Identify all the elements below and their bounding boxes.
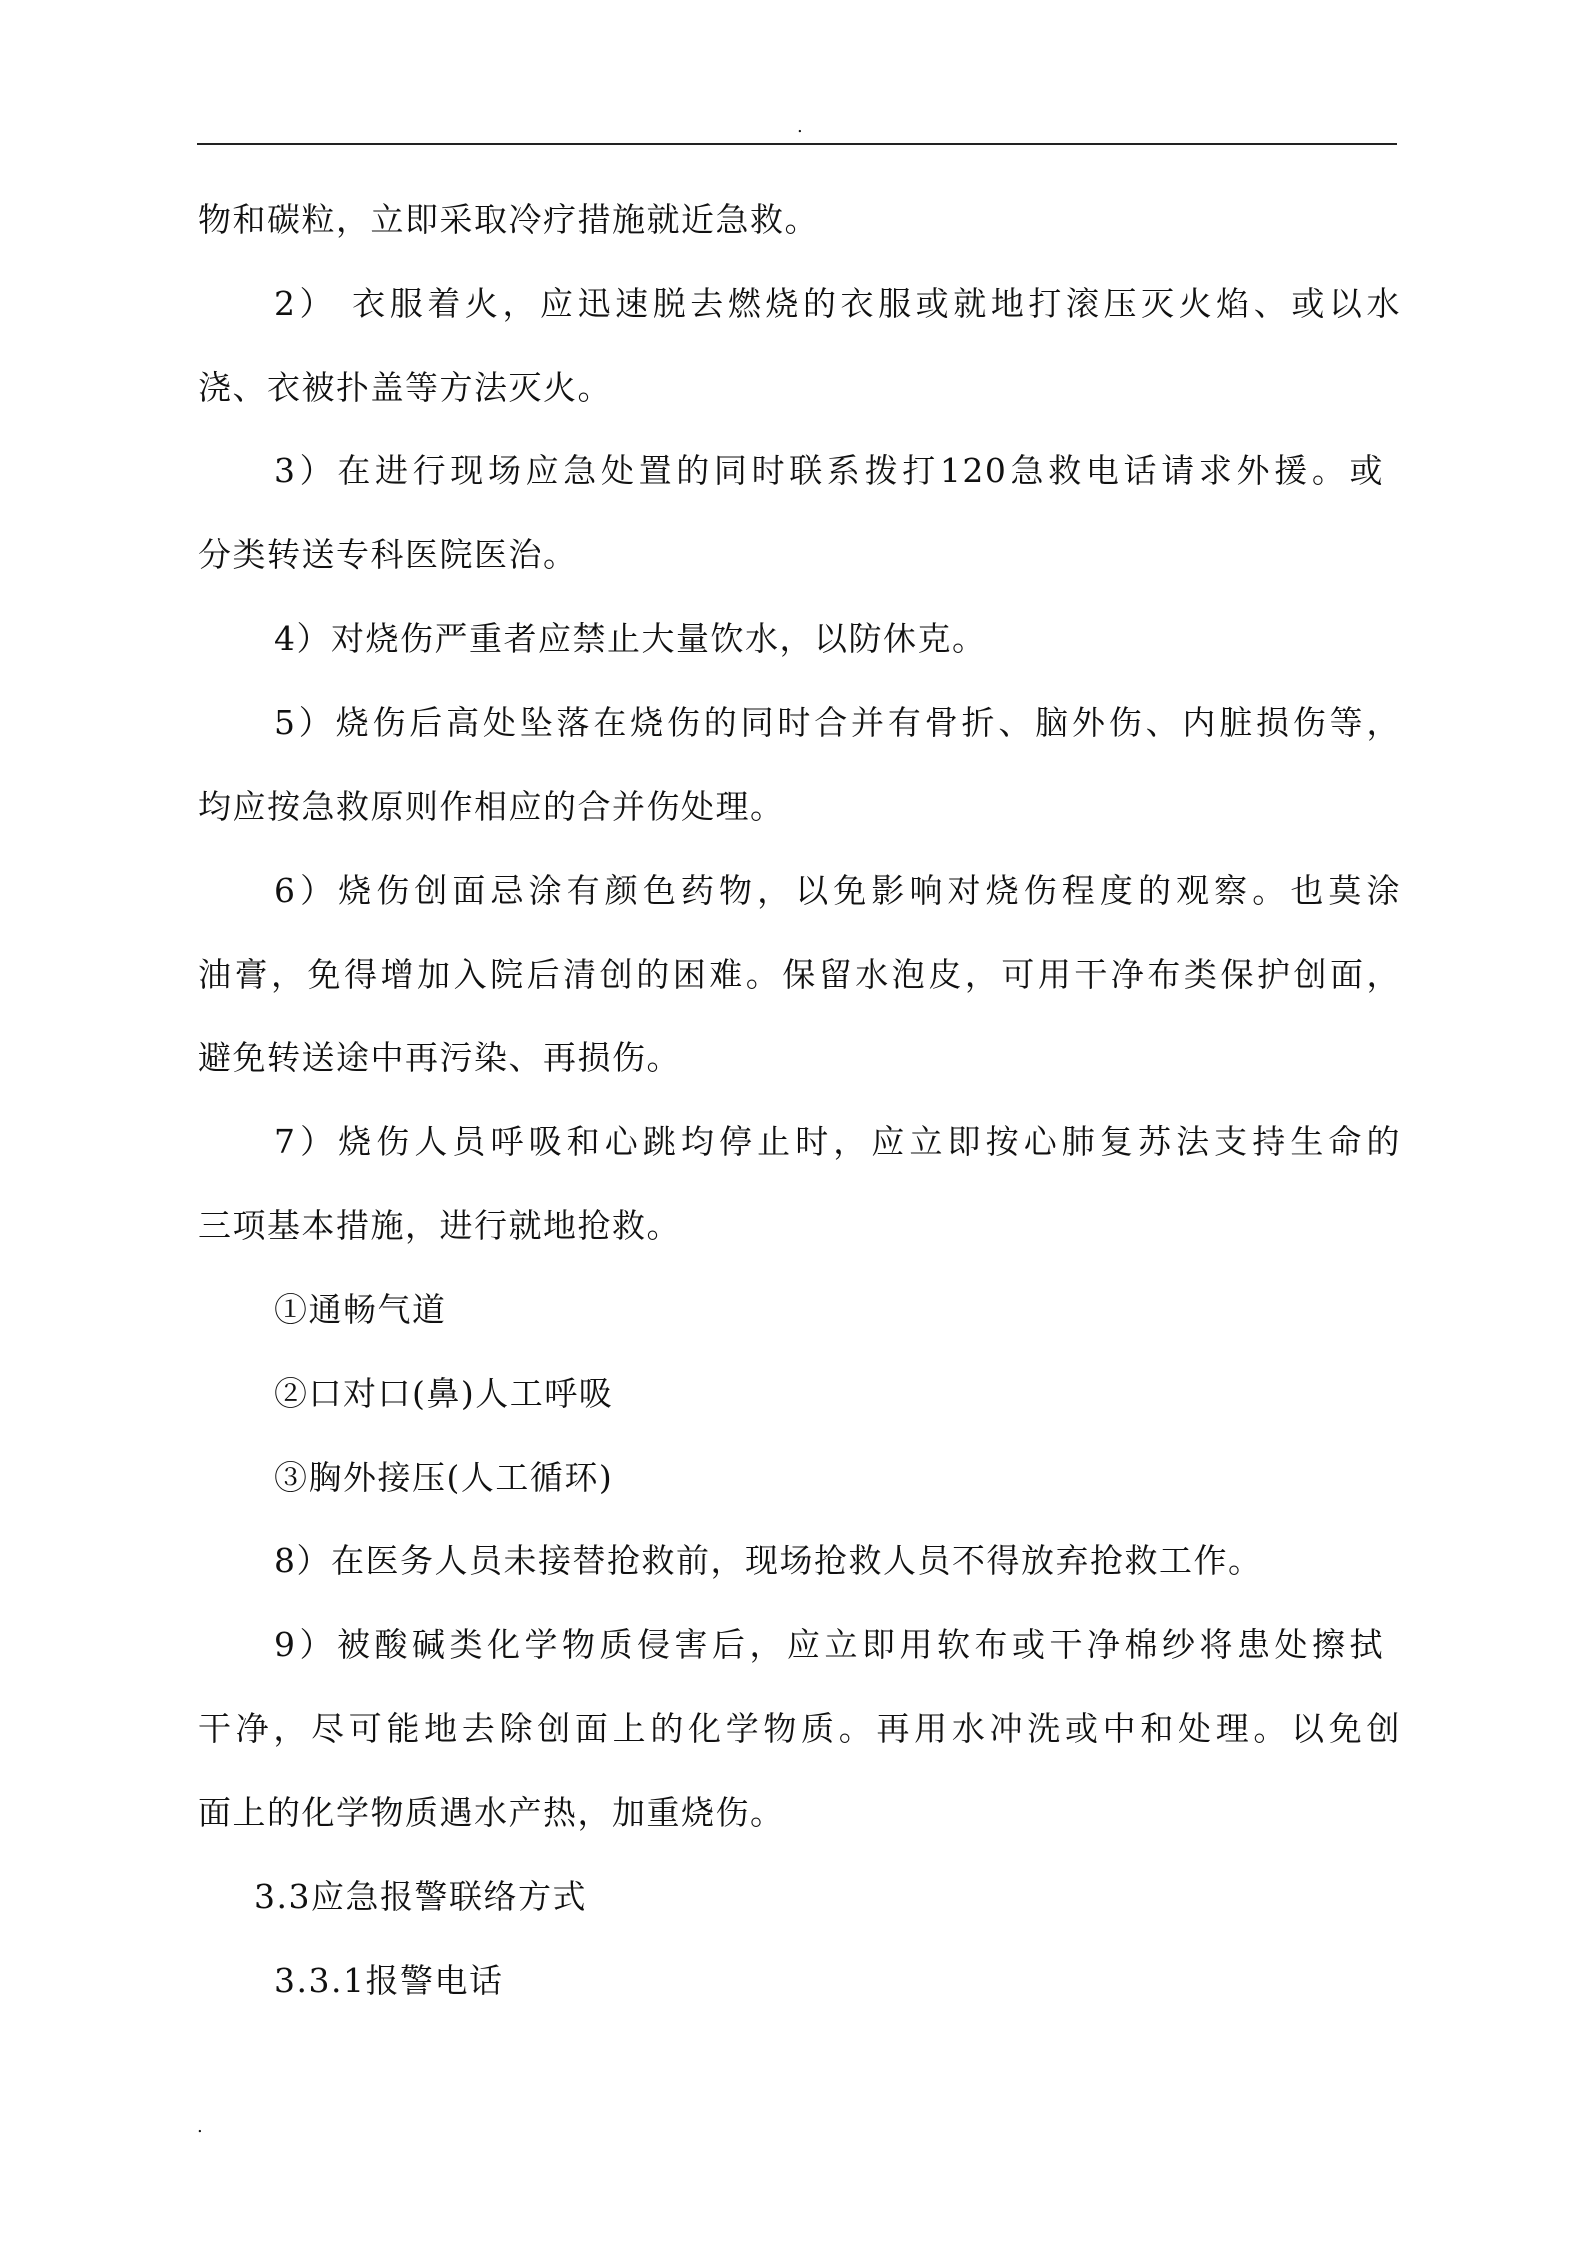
list-item-6: 6）烧伤创面忌涂有颜色药物，以免影响对烧伤程度的观察。也莫涂: [274, 871, 1401, 910]
list-item-9: 9）被酸碱类化学物质侵害后，应立即用软布或干净棉纱将患处擦拭: [274, 1625, 1384, 1664]
text-line: 均应按急救原则作相应的合并伤处理。: [198, 787, 785, 826]
text-line: 浇、衣被扑盖等方法灭火。: [198, 368, 612, 407]
text-line: 三项基本措施，进行就地抢救。: [198, 1206, 681, 1245]
text-line: 物和碳粒，立即采取冷疗措施就近急救。: [198, 200, 819, 239]
list-item-2: 2） 衣服着火，应迅速脱去燃烧的衣服或就地打滚压灭火焰、或以水: [274, 284, 1401, 323]
list-item-8: 8）在医务人员未接替抢救前，现场抢救人员不得放弃抢救工作。: [274, 1541, 1263, 1580]
list-item-4: 4）对烧伤严重者应禁止大量饮水，以防休克。: [274, 619, 987, 658]
list-item-3: 3）在进行现场应急处置的同时联系拨打120急救电话请求外援。或: [274, 451, 1384, 490]
section-heading-3-3: 3.3应急报警联络方式: [254, 1877, 587, 1916]
text-line: 避免转送途中再污染、再损伤。: [198, 1038, 681, 1077]
list-item-5: 5）烧伤后高处坠落在烧伤的同时合并有骨折、脑外伤、内脏损伤等，: [274, 703, 1401, 742]
sub-item-3: ③胸外接压(人工循环): [274, 1458, 614, 1497]
header-rule: [197, 143, 1397, 145]
sub-item-2: ②口对口(鼻)人工呼吸: [274, 1374, 614, 1413]
subsection-heading-3-3-1: 3.3.1报警电话: [274, 1961, 504, 2000]
header-mark: .: [797, 116, 803, 137]
footer-mark: .: [197, 2116, 203, 2137]
text-line: 油膏，免得增加入院后清创的困难。保留水泡皮，可用干净布类保护创面，: [198, 955, 1401, 994]
text-line: 面上的化学物质遇水产热，加重烧伤。: [198, 1793, 785, 1832]
text-line: 干净，尽可能地去除创面上的化学物质。再用水冲洗或中和处理。以免创: [198, 1709, 1401, 1748]
text-line: 分类转送专科医院医治。: [198, 535, 578, 574]
list-item-7: 7）烧伤人员呼吸和心跳均停止时，应立即按心肺复苏法支持生命的: [274, 1122, 1401, 1161]
sub-item-1: ①通畅气道: [274, 1290, 447, 1329]
